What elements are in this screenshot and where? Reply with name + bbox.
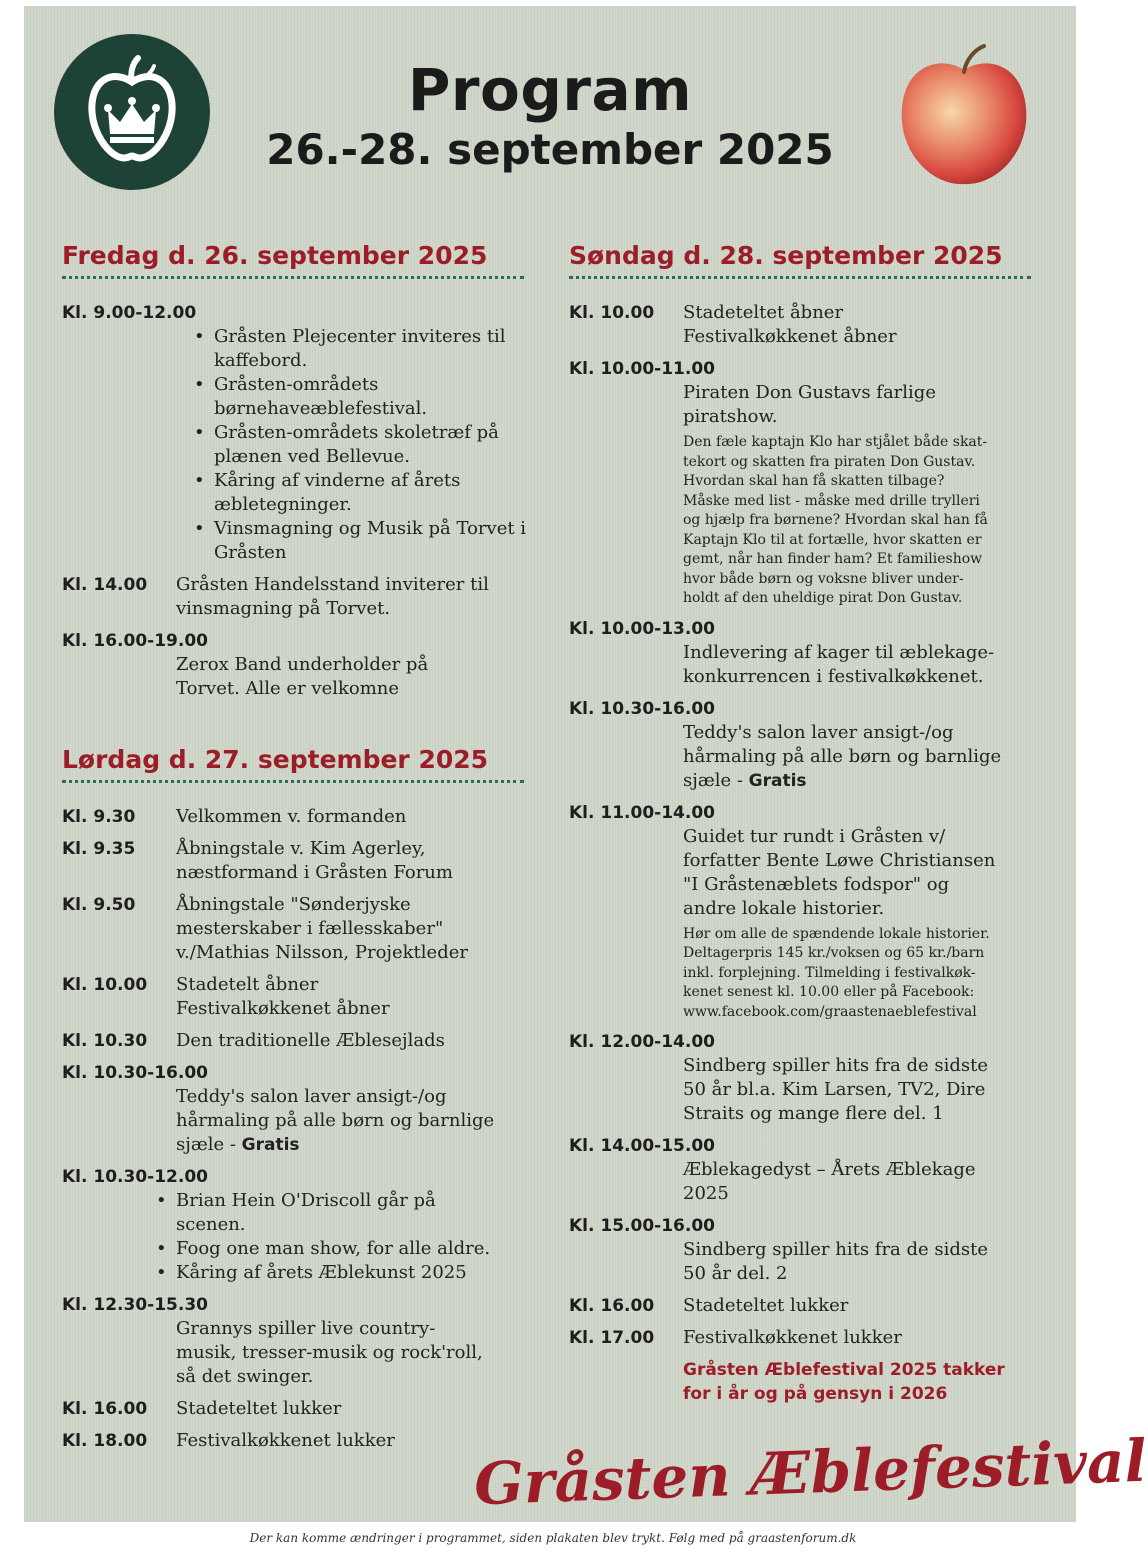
footnote: Der kan komme ændringer i programmet, siden plakaten blev trykt. Følg med på graastenforum.dk: [249, 1531, 857, 1545]
sunday-entry-9: [569, 1294, 1059, 1318]
page-title: Program: [407, 56, 693, 124]
entry-description: Teddy's salon laver ansigt-/og hårmaling på alle børn og barnlige sjæle - Gratis: [176, 1086, 495, 1155]
entry-description: Stadeteltet lukker: [176, 1398, 342, 1419]
entry-time: Kl. 14.00-15.00: [569, 1136, 715, 1156]
entry-time: Kl. 10.00: [569, 303, 655, 323]
bullet-item: • Gråsten-områdets børnehaveæblefestival.: [194, 374, 428, 419]
sunday-entry-8: [569, 1214, 1059, 1286]
entry-time: Kl. 10.00: [62, 975, 148, 995]
sunday-section: [569, 240, 1059, 1406]
entry-bullet-list: [156, 1189, 542, 1285]
entry-description: Festivalkøkkenet lukker: [176, 1430, 395, 1451]
sunday-entry-1: [569, 301, 1059, 349]
entry-time: Kl. 10.00-11.00: [569, 359, 715, 379]
entry-note: Den fæle kaptajn Klo har stjålet både skat- tekort og skatten fra piraten Don Gustav. Hvordan skal han få skatten tilbage? Måske med list - måske med drille trylleri og hjælp fra børnene? Hvordan skal han få Kaptajn Klo til at fortælle, hvor skatten er gemt, når han finder ham? Et familieshow hvor både børn og voksne bliver under- holdt af den uheldige pirat Don Gustav.: [683, 434, 988, 606]
friday-divider: [62, 276, 524, 279]
bullet-item: • Kåring af årets Æblekunst 2025: [156, 1262, 467, 1283]
sunday-entry-10: [569, 1326, 1059, 1350]
sunday-entry-5: [569, 801, 1059, 1023]
sunday-entry-3: [569, 617, 1059, 689]
bullet-item: • Gråsten Plejecenter inviteres til kaffebord.: [194, 326, 506, 371]
bullet-item: • Brian Hein O'Driscoll går på scenen.: [156, 1190, 436, 1235]
saturday-entry-7: [62, 1165, 542, 1285]
sunday-entry-6: [569, 1030, 1059, 1126]
entry-description: Zerox Band underholder på Torvet. Alle er velkomne: [176, 654, 429, 699]
entry-time: Kl. 18.00: [62, 1431, 148, 1451]
entry-time: Kl. 10.00-13.00: [569, 618, 715, 639]
bullet-item: • Gråsten-områdets skoletræf på plænen ved Bellevue.: [194, 422, 499, 467]
entry-description: Åbningstale "Sønderjyske mesterskaber i fællesskaber" v./Mathias Nilsson, Projektleder: [176, 894, 468, 963]
entry-time: Kl. 11.00-14.00: [569, 802, 715, 823]
entry-description: Guidet tur rundt i Gråsten v/ forfatter Bente Løwe Christiansen "I Gråstenæblets fodspor" og andre lokale historier. Hør om alle de spændende lokale historier. Deltagerpris 145 kr./voksen og 65 kr./barn inkl. forplejning. Tilmelding i festivalkøk- kenet senest kl. 10.00 eller på Facebook: www.facebook.com/graastenaeblefestival: [683, 801, 1059, 1023]
entry-description: Sindberg spiller hits fra de sidste 50 år del. 2: [683, 1239, 989, 1284]
entry-note: Hør om alle de spændende lokale historier. Deltagerpris 145 kr./voksen og 65 kr./barn inkl. forplejning. Tilmelding i festivalkøk- kenet senest kl. 10.00 eller på Facebook: www.facebook.com/graastenaeblefestival: [683, 925, 990, 1020]
entry-time: Kl. 16.00-19.00: [62, 631, 208, 651]
saturday-entry-6: [62, 1061, 542, 1157]
bullet-icon: •: [194, 422, 205, 443]
saturday-entry-5: [62, 1029, 542, 1053]
gratis-label: Gratis: [748, 770, 807, 791]
saturday-entry-10: [62, 1429, 542, 1453]
saturday-entry-3: [62, 893, 542, 965]
entry-bullet-list: [194, 325, 542, 565]
bullet-icon: •: [194, 518, 205, 539]
entry-time: Kl. 10.30-12.00: [62, 1167, 208, 1187]
entry-time: Kl. 9.35: [62, 839, 136, 859]
saturday-entry-1: [62, 805, 542, 829]
saturday-divider: [62, 780, 524, 783]
friday-entry-1: [62, 301, 542, 565]
sunday-divider: [569, 276, 1031, 279]
entry-time: Kl. 10.30-16.00: [569, 698, 715, 719]
sunday-entry-7: [569, 1134, 1059, 1206]
entry-time: Kl. 9.30: [62, 807, 136, 827]
entry-description: Gråsten Handelsstand inviterer til vinsmagning på Torvet.: [176, 574, 489, 619]
entry-time: Kl. 15.00-16.00: [569, 1216, 715, 1236]
bullet-icon: •: [194, 374, 205, 395]
bullet-icon: •: [194, 326, 205, 347]
festival-brand-wordmark: Gråsten Æblefestival: [473, 1426, 1148, 1519]
friday-section: [62, 240, 542, 709]
saturday-entry-8: [62, 1293, 542, 1389]
entry-time: Kl. 16.00: [569, 1296, 655, 1316]
bullet-icon: •: [194, 470, 205, 491]
entry-description: Æblekagedyst – Årets Æblekage 2025: [683, 1159, 976, 1204]
page-subtitle: 26.-28. september 2025: [266, 125, 834, 174]
bullet-icon: •: [156, 1262, 167, 1283]
entry-time: Kl. 9.00-12.00: [62, 303, 197, 323]
bullet-item: • Kåring af vinderne af årets æbletegninger.: [194, 470, 461, 515]
entry-time: Kl. 17.00: [569, 1328, 655, 1348]
saturday-entry-4: [62, 973, 542, 1021]
entry-description: Indlevering af kager til æblekage- konkurrencen i festivalkøkkenet.: [683, 641, 995, 687]
closing-message: Gråsten Æblefestival 2025 takker for i år og på gensyn i 2026: [683, 1360, 1005, 1404]
gratis-label: Gratis: [241, 1135, 300, 1155]
friday-heading: Fredag d. 26. september 2025: [62, 241, 488, 270]
entry-description: Sindberg spiller hits fra de sidste 50 år bl.a. Kim Larsen, TV2, Dire Straits og mange flere del. 1: [683, 1055, 989, 1124]
bullet-item: • Foog one man show, for alle aldre.: [156, 1238, 491, 1259]
poster: [24, 6, 1148, 1522]
entry-time: Kl. 12.30-15.30: [62, 1295, 208, 1315]
entry-description: Grannys spiller live country- musik, tresser-musik og rock'roll, så det swinger.: [176, 1318, 483, 1387]
friday-entry-2: [62, 573, 542, 621]
saturday-section: [62, 744, 542, 1461]
entry-description: Teddy's salon laver ansigt-/og hårmaling på alle børn og barnlige sjæle - Gratis: [683, 721, 1002, 791]
entry-time: Kl. 10.30: [62, 1031, 148, 1051]
entry-description: Stadeteltet åbner Festivalkøkkenet åbner: [683, 302, 897, 347]
bullet-item: • Vinsmagning og Musik på Torvet i Gråsten: [194, 518, 527, 563]
saturday-entry-2: [62, 837, 542, 885]
entry-time: Kl. 10.30-16.00: [62, 1063, 208, 1083]
entry-time: Kl. 14.00: [62, 575, 148, 595]
entry-time: Kl. 9.50: [62, 895, 136, 915]
sunday-entry-4: [569, 697, 1059, 793]
sunday-entry-2: [569, 357, 1059, 609]
saturday-heading: Lørdag d. 27. september 2025: [62, 745, 489, 774]
entry-description: Piraten Don Gustavs farlige piratshow. Den fæle kaptajn Klo har stjålet både skat- tekort og skatten fra piraten Don Gustav. Hvordan skal han få skatten tilbage? Måske med list - måske med drille trylleri og hjælp fra børnene? Hvordan skal han få Kaptajn Klo til at fortælle, hvor skatten er gemt, når han finder ham? Et familieshow hvor både børn og voksne bliver under- holdt af den uheldige pirat Don Gustav.: [683, 357, 1059, 609]
entry-time: Kl. 16.00: [62, 1399, 148, 1419]
bullet-icon: •: [156, 1190, 167, 1211]
entry-time: Kl. 12.00-14.00: [569, 1032, 715, 1052]
friday-entry-3: [62, 629, 542, 701]
entry-description: Den traditionelle Æblesejlads: [176, 1030, 445, 1051]
sunday-heading: Søndag d. 28. september 2025: [569, 241, 1003, 270]
entry-description: Stadetelt åbner Festivalkøkkenet åbner: [176, 974, 390, 1019]
entry-description: Festivalkøkkenet lukker: [683, 1327, 902, 1348]
bullet-icon: •: [156, 1238, 167, 1259]
saturday-entry-9: [62, 1397, 542, 1421]
entry-description: Velkommen v. formanden: [176, 806, 407, 827]
entry-description: Åbningstale v. Kim Agerley, næstformand i Gråsten Forum: [176, 838, 453, 883]
entry-description: Stadeteltet lukker: [683, 1295, 849, 1316]
